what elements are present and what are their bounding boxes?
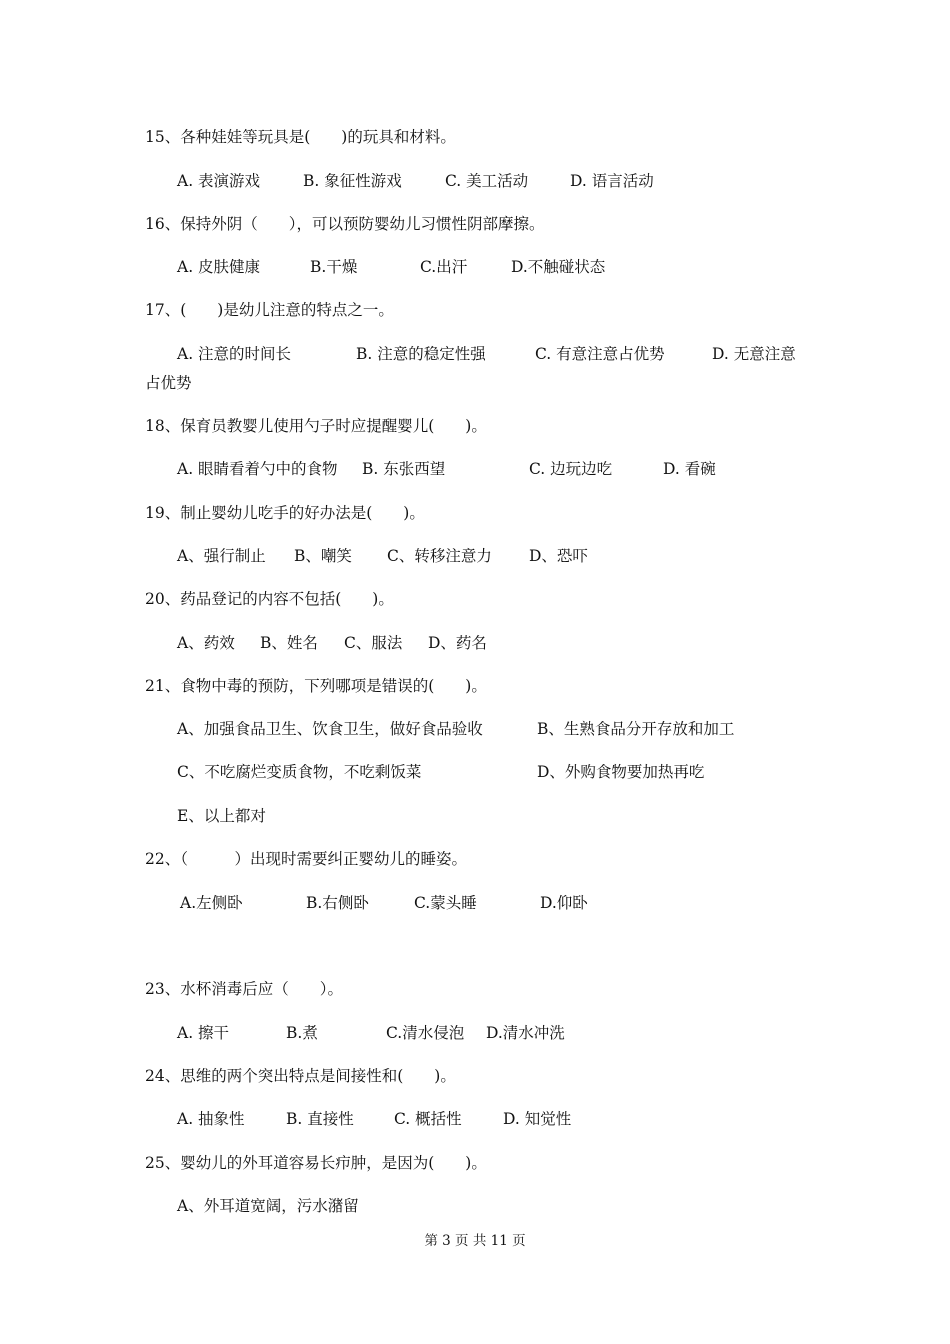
- option-c: C. 有意注意占优势: [535, 345, 665, 363]
- option-a: A. 眼睛看着勺中的食物: [177, 460, 338, 478]
- question-19-stem: 19、制止婴幼儿吃手的好办法是( )。: [145, 504, 425, 522]
- question-21-stem: 21、食物中毒的预防，下列哪项是错误的( )。: [145, 677, 487, 695]
- option-b: B.右侧卧: [306, 894, 369, 912]
- option-d: D、恐吓: [529, 547, 588, 565]
- question-25-stem: 25、婴幼儿的外耳道容易长疖肿，是因为( )。: [145, 1154, 487, 1172]
- option-b: B. 象征性游戏: [303, 172, 402, 190]
- question-17-option-wrap: 占优势: [145, 374, 192, 392]
- option-c: C.蒙头睡: [414, 894, 477, 912]
- option-b: B.干燥: [310, 258, 358, 276]
- question-23-stem: 23、水杯消毒后应（ ）。: [145, 980, 343, 998]
- option-d: D、药名: [428, 634, 487, 652]
- option-a: A. 注意的时间长: [177, 345, 292, 363]
- option-a: A、外耳道宽阔，污水潴留: [177, 1197, 359, 1215]
- option-b: B、嘲笑: [294, 547, 352, 565]
- option-c: C. 边玩边吃: [529, 460, 613, 478]
- question-22-stem: 22、（ ）出现时需要纠正婴幼儿的睡姿。: [145, 850, 467, 868]
- option-a: A.左侧卧: [180, 894, 243, 912]
- option-d: D. 知觉性: [503, 1110, 572, 1128]
- option-c: C、不吃腐烂变质食物，不吃剩饭菜: [177, 763, 422, 781]
- option-d: D.清水冲洗: [486, 1024, 565, 1042]
- option-a: A、药效: [177, 634, 235, 652]
- option-d: D. 语言活动: [570, 172, 654, 190]
- option-a: A、强行制止: [177, 547, 266, 565]
- option-e: E、以上都对: [177, 807, 266, 825]
- option-b: B、生熟食品分开存放和加工: [537, 720, 735, 738]
- option-b: B、姓名: [260, 634, 318, 652]
- option-c: C.出汗: [420, 258, 468, 276]
- option-a: A. 抽象性: [177, 1110, 245, 1128]
- option-b: B. 东张西望: [362, 460, 446, 478]
- option-a: A. 皮肤健康: [177, 258, 261, 276]
- option-c: C、转移注意力: [387, 547, 492, 565]
- option-b: B. 注意的稳定性强: [356, 345, 486, 363]
- option-a: A. 表演游戏: [177, 172, 261, 190]
- option-d: D、外购食物要加热再吃: [537, 763, 705, 781]
- option-a: A、加强食品卫生、饮食卫生，做好食品验收: [177, 720, 483, 738]
- option-d: D. 看碗: [663, 460, 716, 478]
- option-a: A. 擦干: [177, 1024, 230, 1042]
- option-c: C. 概括性: [394, 1110, 462, 1128]
- option-b: B. 直接性: [286, 1110, 354, 1128]
- option-d: D.不触碰状态: [511, 258, 606, 276]
- option-c: C.清水侵泡: [386, 1024, 465, 1042]
- question-16-stem: 16、保持外阴（ ），可以预防婴幼儿习惯性阴部摩擦。: [145, 215, 545, 233]
- option-b: B.煮: [286, 1024, 318, 1042]
- question-17-stem: 17、( )是幼儿注意的特点之一。: [145, 301, 394, 319]
- question-15-stem: 15、各种娃娃等玩具是( )的玩具和材料。: [145, 128, 456, 146]
- page-number-footer: 第 3 页 共 11 页: [424, 1233, 526, 1249]
- option-d: D.仰卧: [540, 894, 588, 912]
- option-c: C. 美工活动: [445, 172, 529, 190]
- question-18-stem: 18、保育员教婴儿使用勺子时应提醒婴儿( )。: [145, 417, 487, 435]
- question-24-stem: 24、思维的两个突出特点是间接性和( )。: [145, 1067, 456, 1085]
- option-d: D. 无意注意: [712, 345, 796, 363]
- question-20-stem: 20、药品登记的内容不包括( )。: [145, 590, 394, 608]
- option-c: C、服法: [344, 634, 403, 652]
